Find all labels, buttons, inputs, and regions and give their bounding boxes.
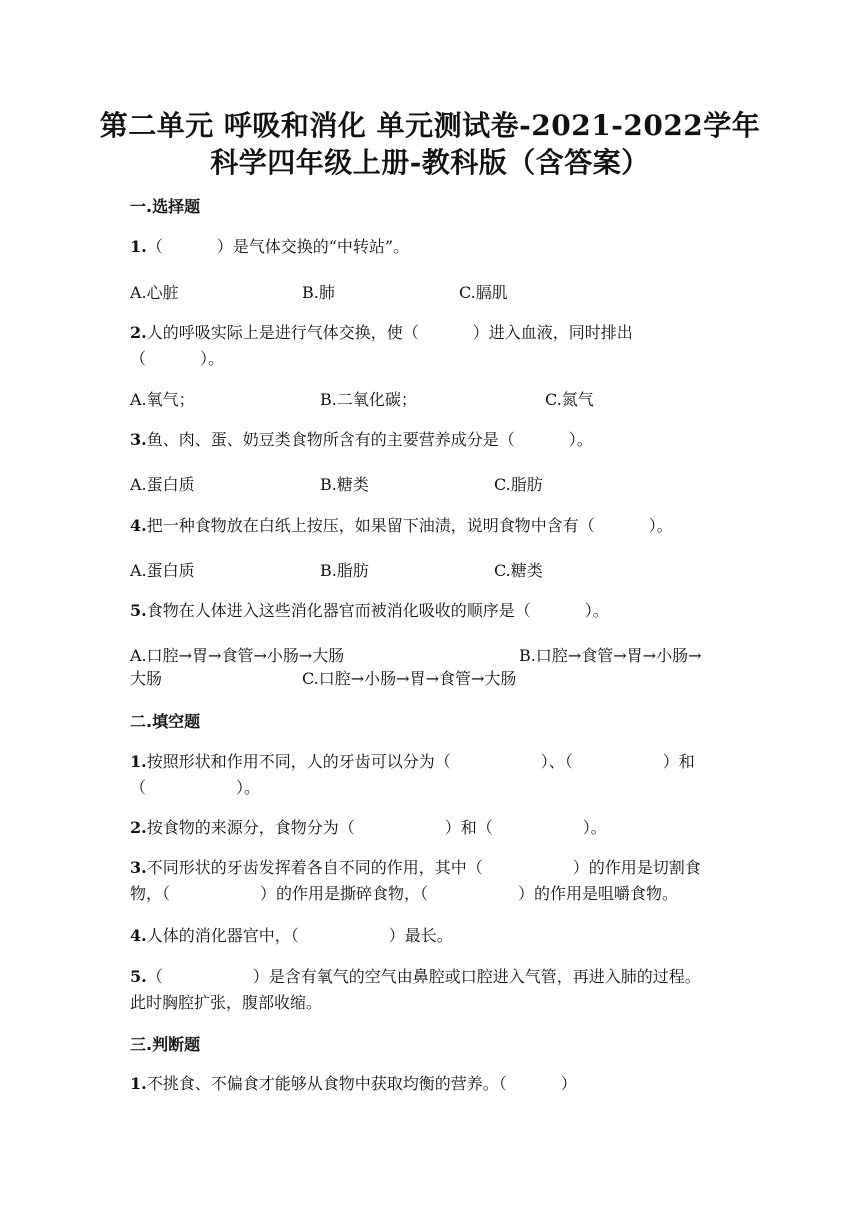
title-line-1: 第二单元 呼吸和消化 单元测试卷-2021-2022学年 [99, 109, 761, 142]
choice-q1-option-b: B.肺 [302, 283, 335, 302]
choice-q3-option-c: C.脂肪 [494, 475, 543, 494]
choice-q1-option-a: A.心脏 [130, 283, 179, 302]
fill-question-2: 2.按食物的来源分，食物分为（ ）和（ ）。 [130, 818, 607, 837]
choice-q4-option-b: B.脂肪 [320, 561, 369, 580]
judge-question-1: 1.不挑食、不偏食才能够从食物中获取均衡的营养。（ ） [130, 1074, 577, 1093]
fill-question-5: 5.（ ）是含有氧气的空气由鼻腔或口腔进入气管，再进入肺的过程。 此时胸腔扩张，腹部收缩。 [130, 967, 701, 1012]
choice-q2-option-a: A.氧气； [130, 390, 195, 409]
choice-q1-option-c: C.膈肌 [459, 283, 508, 302]
section-heading-choice: 一.选择题 [130, 197, 201, 216]
choice-q3-option-a: A.蛋白质 [130, 475, 195, 494]
choice-question-1: 1.（ ）是气体交换的“中转站”。 [130, 237, 410, 256]
choice-question-4: 4.把一种食物放在白纸上按压，如果留下油渍，说明食物中含有（ ）。 [130, 516, 673, 535]
fill-question-3: 3.不同形状的牙齿发挥着各自不同的作用，其中（ ）的作用是切割食 物，（ ）的作用是撕碎食物，（ ）的作用是咀嚼食物。 [130, 858, 701, 903]
choice-question-3: 3.鱼、肉、蛋、奶豆类食物所含有的主要营养成分是（ ）。 [130, 430, 593, 449]
choice-q5-option-b-continued: 大肠 [130, 669, 163, 688]
choice-q2-option-b: B.二氧化碳； [320, 390, 417, 409]
choice-question-2: 2.人的呼吸实际上是进行气体交换，使（ ）进入血液，同时排出 （ ）。 [130, 323, 633, 368]
choice-q5-option-b: B.口腔→食管→胃→小肠→ [519, 646, 702, 665]
section-heading-fill: 二.填空题 [130, 712, 201, 731]
fill-question-1: 1.按照形状和作用不同，人的牙齿可以分为（ ）、（ ）和 （ ）。 [130, 752, 695, 797]
choice-q5-option-a: A.口腔→胃→食管→小肠→大肠 [130, 646, 345, 665]
section-heading-judge: 三.判断题 [130, 1035, 201, 1054]
choice-q2-option-c: C.氮气 [545, 390, 594, 409]
choice-q4-option-a: A.蛋白质 [130, 561, 195, 580]
choice-q4-option-c: C.糖类 [494, 561, 543, 580]
choice-q5-option-c: C.口腔→小肠→胃→食管→大肠 [302, 669, 517, 688]
choice-question-5: 5.食物在人体进入这些消化器官而被消化吸收的顺序是（ ）。 [130, 601, 609, 620]
title-line-2: 科学四年级上册-教科版（含答案） [210, 146, 650, 179]
choice-q3-option-b: B.糖类 [320, 475, 369, 494]
fill-question-4: 4.人体的消化器官中，（ ）最长。 [130, 926, 453, 945]
